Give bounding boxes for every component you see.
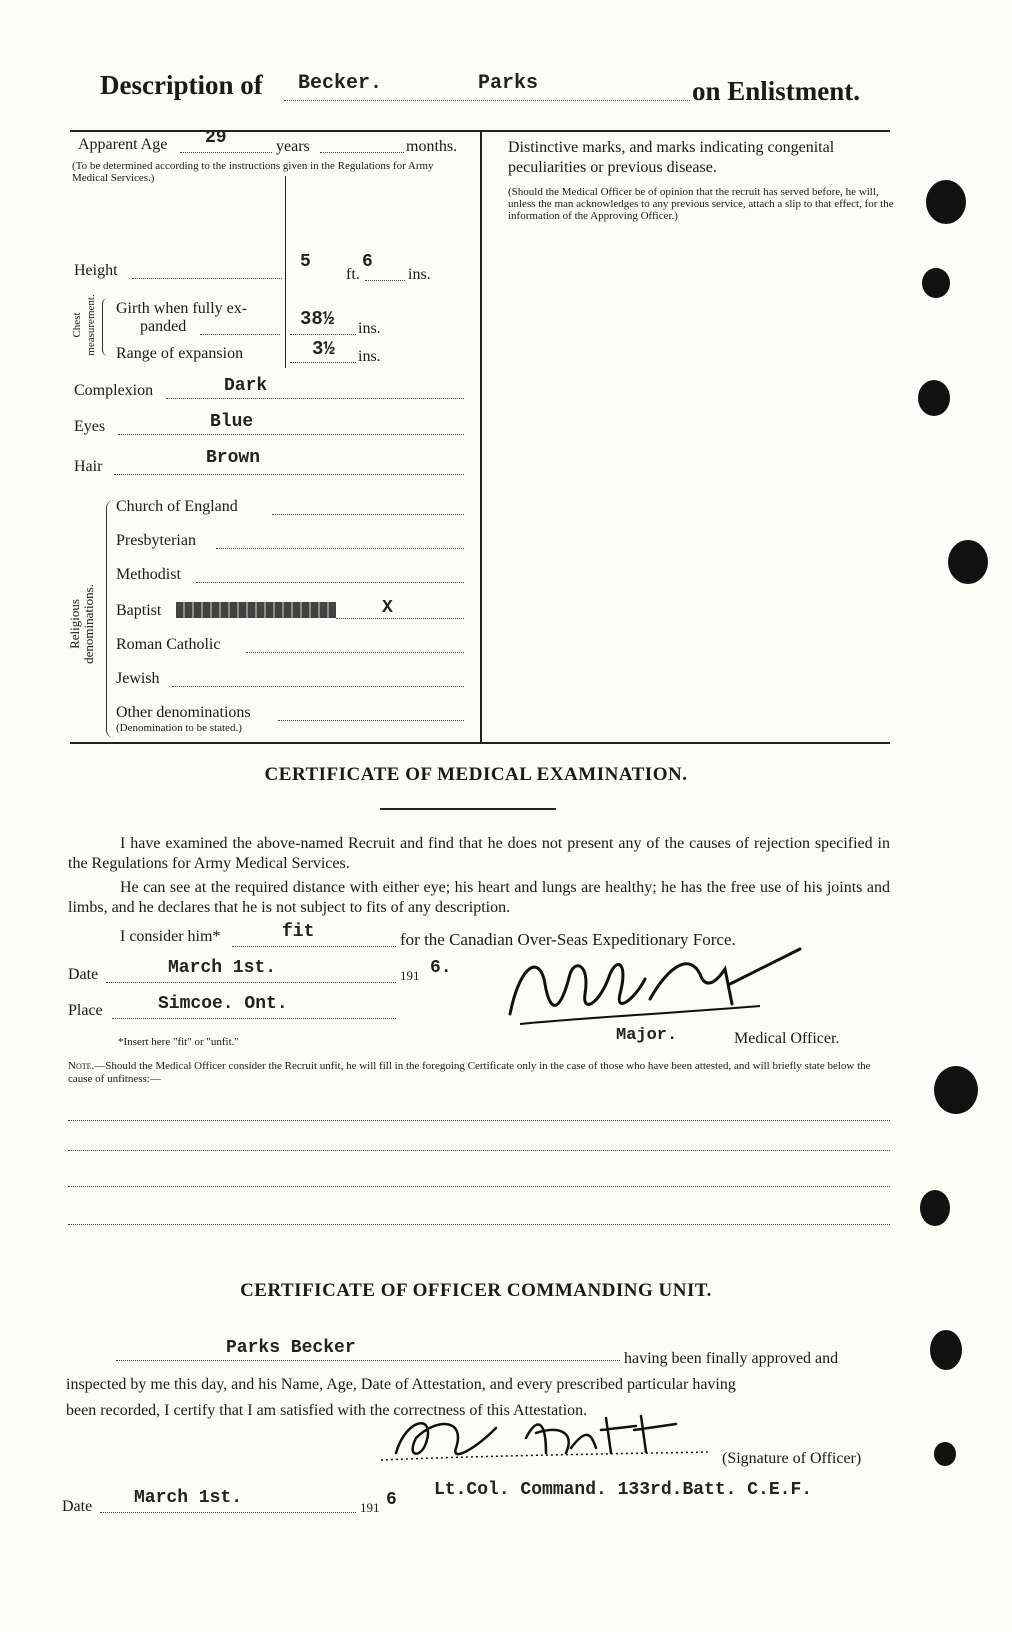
force-label: for the Canadian Over-Seas Expeditionary Force. — [400, 930, 736, 949]
commanding-text-3: been recorded, I certify that I am satisfied with the correctness of this Attestation. — [66, 1402, 588, 1419]
place-value: Simcoe. Ont. — [158, 994, 288, 1014]
ft-label: ft. — [346, 266, 360, 283]
header-surname: Becker. — [298, 72, 383, 95]
eyes-dots — [118, 434, 464, 435]
religion-presbyterian-dots — [216, 548, 464, 549]
binder-hole-2 — [922, 268, 950, 298]
binder-hole-5 — [934, 1066, 978, 1114]
girth-value: 38½ — [300, 308, 335, 330]
marks-note: (Should the Medical Officer be of opinion that the recruit has served before, he will, unless the man acknowledges to any previous service, attach a slip to that effect, for the information of the Approving Officer.) — [508, 186, 894, 222]
expansion-ins-label: ins. — [358, 348, 381, 365]
religion-catholic-dots — [246, 652, 464, 653]
religion-church-of-england: Church of England — [116, 498, 238, 515]
header-prefix: Description of — [100, 70, 263, 100]
header-given-name: Parks — [478, 72, 539, 95]
age-label: Apparent Age — [78, 136, 168, 153]
religion-roman-catholic: Roman Catholic — [116, 636, 221, 653]
binder-hole-3 — [918, 380, 950, 416]
other-denomination-note: (Denomination to be stated.) — [116, 722, 242, 734]
medical-para-2: He can see at the required distance with either eye; his heart and lungs are healthy; he has the free use of his joints and limbs, and he declares that he is not subject to fits of any description. — [68, 879, 890, 916]
consider-label: I consider him* — [120, 928, 221, 945]
height-dots — [132, 278, 282, 279]
religion-jewish: Jewish — [116, 670, 160, 687]
girth-value-dots — [290, 334, 356, 335]
marks-heading: Distinctive marks, and marks indicating congenital peculiarities or previous disease. — [508, 139, 835, 176]
girth-ins-label: ins. — [358, 320, 381, 337]
complexion-label: Complexion — [74, 382, 154, 399]
hair-label: Hair — [74, 458, 103, 475]
medical-year-prefix: 191 — [400, 968, 420, 983]
religion-other-dots — [278, 720, 464, 721]
chest-brace — [102, 298, 109, 356]
signature-of-officer-label: (Signature of Officer) — [722, 1450, 862, 1467]
bottom-rule — [70, 742, 890, 744]
binder-hole-8 — [934, 1442, 956, 1466]
binder-hole-1 — [926, 180, 966, 224]
chest-side-label: Chest measurement. — [71, 294, 97, 356]
age-value: 29 — [205, 128, 227, 148]
unfitness-line-2 — [68, 1150, 890, 1151]
expansion-value: 3½ — [312, 338, 335, 360]
religion-methodist-dots — [196, 582, 464, 583]
height-in-dots — [365, 280, 405, 281]
height-in-value: 6 — [362, 252, 373, 272]
age-dots — [180, 152, 272, 153]
religion-presbyterian: Presbyterian — [116, 532, 196, 549]
commanding-date-label: Date — [62, 1498, 93, 1515]
commanding-date-value: March 1st. — [134, 1488, 243, 1508]
place-dots — [112, 1018, 396, 1019]
expansion-label: Range of expansion — [116, 345, 244, 362]
girth-label-2: panded — [140, 318, 187, 335]
consider-value: fit — [282, 922, 315, 942]
months-label: months. — [406, 138, 458, 155]
unfitness-line-4 — [68, 1224, 890, 1225]
religions-side-label: Religious denominations. — [67, 584, 96, 664]
girth-label-1: Girth when fully ex- — [116, 300, 248, 317]
months-dots — [320, 152, 404, 153]
height-ft-value: 5 — [300, 252, 311, 272]
complexion-dots — [166, 398, 464, 399]
medical-date-dots — [106, 982, 396, 983]
commanding-rank: Lt.Col. Command. 133rd.Batt. C.E.F. — [434, 1480, 813, 1500]
expansion-dots — [290, 362, 356, 363]
header-suffix: on Enlistment. — [692, 76, 861, 106]
age-note: (To be determined according to the instructions given in the Regulations for Army Medical Services.) — [72, 160, 434, 184]
commanding-officer-signature — [376, 1408, 716, 1468]
commanding-date-dots — [100, 1512, 356, 1513]
medical-para-1: I have examined the above-named Recruit and find that he does not present any of the causes of rejection specified in the Regulations for Army Medical Services. — [68, 835, 890, 872]
years-label: years — [276, 138, 310, 155]
commanding-text-2: inspected by me this day, and his Name, Age, Date of Attestation, and every prescribed particular having — [66, 1376, 736, 1393]
inner-vertical-rule — [285, 176, 286, 368]
commanding-name-value: Parks Becker — [226, 1338, 356, 1358]
binder-hole-6 — [920, 1190, 950, 1226]
medical-year-suffix: 6. — [430, 958, 452, 978]
medical-title-rule — [380, 808, 556, 810]
religions-brace — [106, 500, 115, 738]
religion-methodist: Methodist — [116, 566, 181, 583]
medical-date-label: Date — [68, 966, 99, 983]
religion-church-dots — [272, 514, 464, 515]
commanding-text-1: having been finally approved and — [624, 1350, 839, 1367]
height-label: Height — [74, 262, 118, 279]
religion-jewish-dots — [172, 686, 464, 687]
complexion-value: Dark — [224, 376, 268, 396]
place-label: Place — [68, 1002, 103, 1019]
unfitness-line-1 — [68, 1120, 890, 1121]
religion-baptist: Baptist — [116, 602, 162, 619]
girth-dots — [200, 334, 280, 335]
medical-date-value: March 1st. — [168, 958, 277, 978]
medical-note-text: —Should the Medical Officer consider the Recruit unfit, he will fill in the foregoing Certificate only in the case of those who have been attested, and will briefly state below the cause of unfitness:— — [68, 1060, 871, 1085]
commanding-name-dots — [116, 1360, 620, 1361]
binder-hole-4 — [948, 540, 988, 584]
medical-rank: Major. — [616, 1026, 678, 1045]
medical-officer-label: Medical Officer. — [734, 1030, 840, 1047]
middle-vertical-rule — [480, 130, 482, 742]
consider-dots — [232, 946, 396, 947]
binder-hole-7 — [930, 1330, 962, 1370]
insert-note: *Insert here "fit" or "unfit." — [118, 1036, 239, 1048]
medical-title: CERTIFICATE OF MEDICAL EXAMINATION. — [264, 764, 688, 785]
religion-mark: X — [382, 598, 393, 618]
medical-note-label: Note. — [68, 1060, 95, 1072]
commanding-year-suffix: 6 — [386, 1490, 397, 1510]
unfitness-line-3 — [68, 1186, 890, 1187]
commanding-year-prefix: 191 — [360, 1500, 380, 1515]
eyes-label: Eyes — [74, 418, 106, 435]
commanding-title: CERTIFICATE OF OFFICER COMMANDING UNIT. — [240, 1280, 712, 1301]
hair-value: Brown — [206, 448, 261, 468]
religion-baptist-dots — [336, 618, 464, 619]
religion-other: Other denominations — [116, 704, 251, 721]
medical-note — [68, 1060, 890, 1086]
ins-label: ins. — [408, 266, 431, 283]
eyes-value: Blue — [210, 412, 254, 432]
header-dotted-line — [284, 100, 690, 101]
baptist-strikeout — [176, 602, 336, 618]
hair-dots — [114, 474, 464, 475]
